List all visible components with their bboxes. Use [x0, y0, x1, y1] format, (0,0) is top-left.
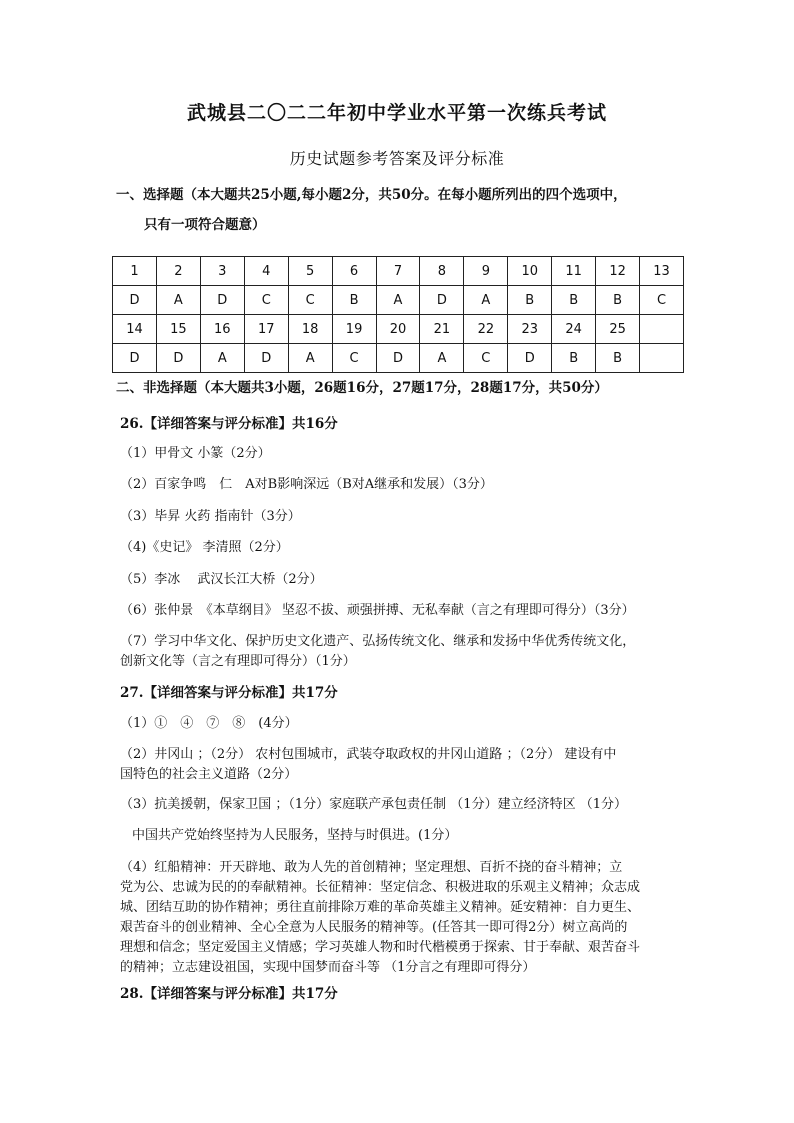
answer-table-cell: A [288, 344, 332, 373]
answer-table-cell: B [596, 344, 640, 373]
answer-table-cell: D [156, 344, 200, 373]
exam-title: 武城县二〇二二年初中学业水平第一次练兵考试 [186, 102, 607, 124]
answer-table-row [113, 344, 684, 373]
answer-table [112, 256, 684, 373]
answer-table-cell: 15 [156, 315, 200, 344]
answer-table-cell: 12 [596, 257, 640, 286]
q27-item-4-line-6: 的精神；立志建设祖国，实现中国梦而奋斗等 （1分言之有理即可得分） [120, 960, 536, 975]
answer-table-cell: D [508, 344, 552, 373]
q27-item-1: （1）① ④ ⑦ ⑧ (4分） [120, 716, 298, 731]
answer-table-cell: D [420, 286, 464, 315]
answer-table-cell: B [552, 344, 596, 373]
answer-table-cell: A [200, 344, 244, 373]
section-1-line-2: 只有一项符合题意） [144, 217, 266, 233]
exam-subtitle: 历史试题参考答案及评分标准 [289, 149, 505, 168]
answer-table-cell: 25 [596, 315, 640, 344]
q27-item-4-line-2: 党为公、忠诚为民的的奉献精神。长征精神：坚定信念、积极进取的乐观主义精神；众志成 [120, 880, 641, 895]
q27-item-4-line-5: 理想和信念；坚定爱国主义情感；学习英雄人物和时代楷模勇于探索、甘于奉献、艰苦奋斗 [120, 940, 641, 955]
q27-item-2-line-2: 国特色的社会主义道路（2分） [120, 767, 298, 782]
answer-table-cell: A [464, 286, 508, 315]
answer-table-cell: C [244, 286, 288, 315]
q26-item-4: （4)《史记》 李清照（2分） [120, 540, 289, 555]
section-1-heading [116, 180, 696, 240]
answer-table-cell: A [376, 286, 420, 315]
q26-item-6: （6）张仲景 《本草纲目》 坚忍不拔、顽强拼搏、无私奉献（言之有理即可得分）（3分） [120, 603, 635, 618]
answer-table-cell [640, 315, 684, 344]
q27-item-4-line-3: 城、团结互助的协作精神；勇往直前排除万难的革命英雄主义精神。延安精神：自力更生、 [120, 900, 641, 915]
q26-item-7-line-1: （7）学习中华文化、保护历史文化遗产、弘扬传统文化、继承和发扬中华优秀传统文化， [120, 634, 636, 649]
answer-table-cell: 24 [552, 315, 596, 344]
answer-table-cell: B [508, 286, 552, 315]
q26-item-5: （5）李冰 武汉长江大桥（2分） [120, 572, 323, 587]
answer-table-cell: 13 [640, 257, 684, 286]
answer-table-cell: 2 [156, 257, 200, 286]
answer-table-row [113, 257, 684, 286]
answer-table-cell: 21 [420, 315, 464, 344]
answer-table-cell: 1 [113, 257, 157, 286]
answer-table-cell [640, 344, 684, 373]
answer-table-cell: C [640, 286, 684, 315]
answer-table-cell: 9 [464, 257, 508, 286]
q26-heading: 26.【详细答案与评分标准】共16分 [120, 416, 338, 432]
answer-table-cell: D [113, 344, 157, 373]
q27-item-4-line-1: （4）红船精神：开天辟地、敢为人先的首创精神；坚定理想、百折不挠的奋斗精神；立 [120, 860, 623, 875]
section-2-heading: 二、非选择题（本大题共3小题，26题16分，27题17分，28题17分，共50分） [116, 380, 608, 396]
answer-table-cell: 22 [464, 315, 508, 344]
q27-item-3-line-2: 中国共产党始终坚持为人民服务，坚持与时俱进。(1分） [132, 828, 458, 843]
answer-table-cell: D [200, 286, 244, 315]
q26-item-7-line-2: 创新文化等（言之有理即可得分）（1分） [120, 654, 356, 669]
answer-table-cell: 16 [200, 315, 244, 344]
q27-item-2-line-1: （2）井冈山 ；（2分） 农村包围城市，武装夺取政权的井冈山道路 ；（2分） 建设有中 [120, 747, 617, 762]
answer-table-cell: 19 [332, 315, 376, 344]
answer-table-cell: 18 [288, 315, 332, 344]
q27-heading: 27.【详细答案与评分标准】共17分 [120, 685, 338, 701]
q28-heading: 28.【详细答案与评分标准】共17分 [120, 986, 338, 1002]
answer-table-cell: 14 [113, 315, 157, 344]
answer-table-row [113, 315, 684, 344]
answer-table-cell: B [332, 286, 376, 315]
answer-table-cell: D [113, 286, 157, 315]
answer-table-cell: 10 [508, 257, 552, 286]
answer-table-cell: 7 [376, 257, 420, 286]
answer-table-cell: 6 [332, 257, 376, 286]
section-1-line-1: 一、选择题（本大题共25小题,每小题2分，共50分。在每小题所列出的四个选项中， [116, 187, 627, 203]
q27-item-4-line-4: 艰苦奋斗的创业精神、全心全意为人民服务的精神等。(任答其一即可得2分）树立高尚的 [120, 920, 628, 935]
answer-table-cell: C [332, 344, 376, 373]
answer-table-cell: A [156, 286, 200, 315]
answer-table-cell: D [376, 344, 420, 373]
answer-table-cell: 20 [376, 315, 420, 344]
answer-table-row [113, 286, 684, 315]
q27-item-3-line-1: （3）抗美援朝，保家卫国 ；（1分）家庭联产承包责任制 （1分）建立经济特区 （1分） [120, 797, 627, 812]
q26-item-2: （2）百家争鸣 仁 A对B影响深远（B对A继承和发展）（3分） [120, 477, 493, 492]
answer-table-cell: 4 [244, 257, 288, 286]
q26-item-1: （1）甲骨文 小篆（2分） [120, 446, 271, 461]
answer-table-cell: 17 [244, 315, 288, 344]
q26-item-3: （3）毕昇 火药 指南针（3分） [120, 509, 301, 524]
answer-table-cell: 8 [420, 257, 464, 286]
answer-table-cell: B [596, 286, 640, 315]
answer-table-cell: A [420, 344, 464, 373]
answer-table-cell: D [244, 344, 288, 373]
answer-table-cell: B [552, 286, 596, 315]
answer-table-cell: C [288, 286, 332, 315]
answer-table-cell: 11 [552, 257, 596, 286]
answer-table-cell: 3 [200, 257, 244, 286]
answer-table-cell: C [464, 344, 508, 373]
answer-table-cell: 5 [288, 257, 332, 286]
answer-table-cell: 23 [508, 315, 552, 344]
